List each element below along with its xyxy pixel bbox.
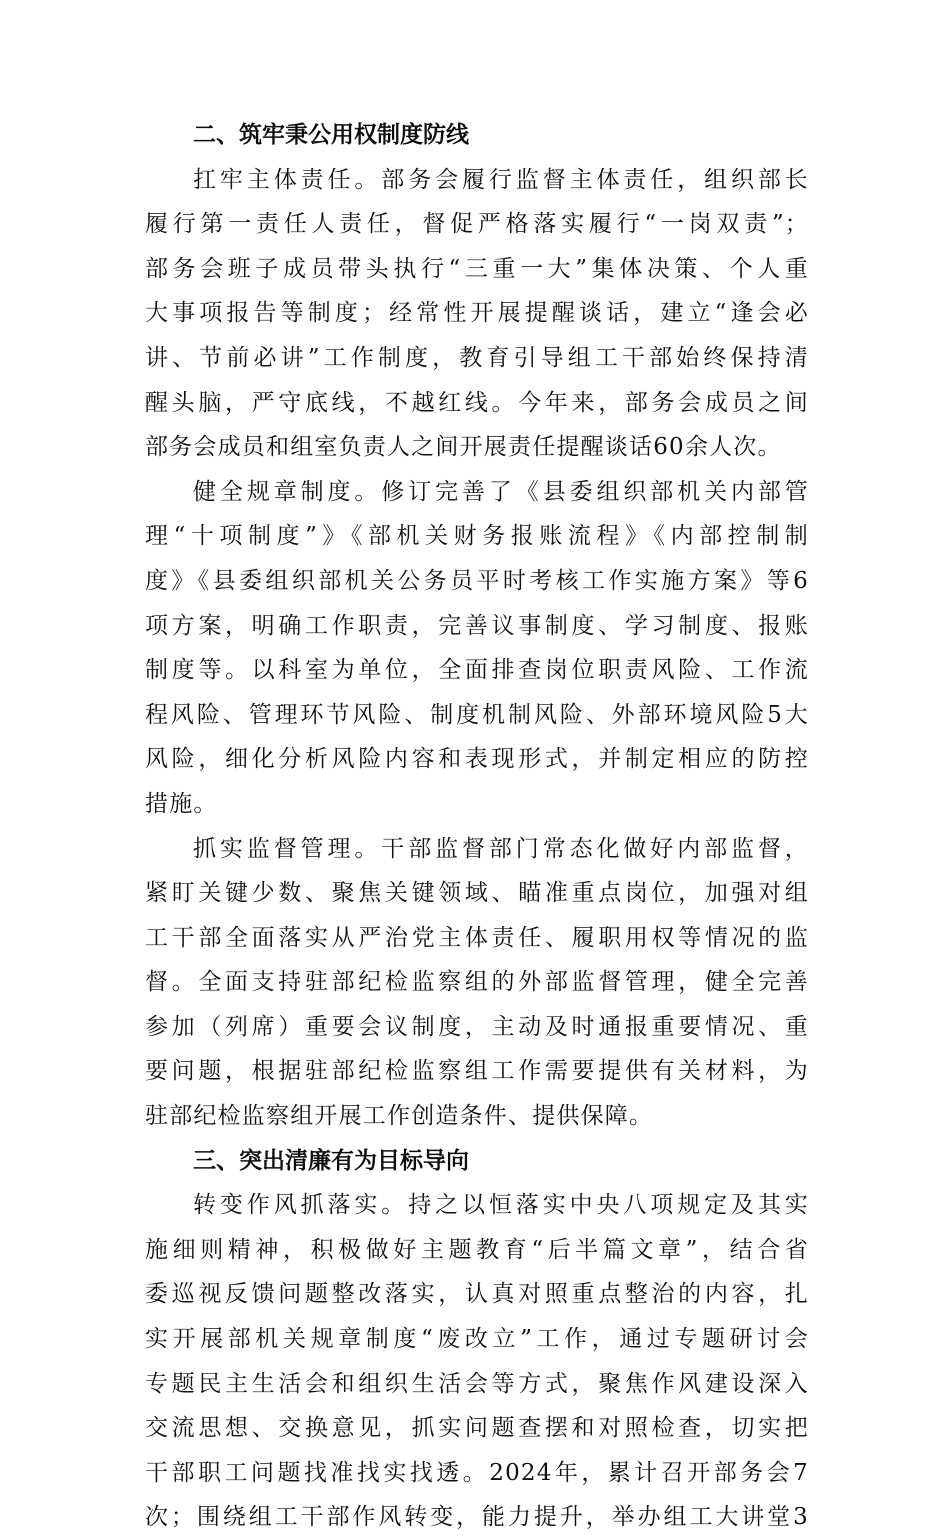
- text-line: 参加（列席）重要会议制度，主动及时通报重要情况、重: [145, 1013, 809, 1040]
- text-line: 部务会班子成员带头执行“三重一大”集体决策、个人重: [145, 255, 809, 282]
- text-line: 部务会成员和组室负责人之间开展责任提醒谈话60余人次。: [145, 434, 782, 461]
- text-line: 措施。: [145, 790, 218, 817]
- text-line: 交流思想、交换意见，抓实问题查摆和对照检查，切实把: [145, 1415, 809, 1442]
- text-line: 健全规章制度。修订完善了《县委组织部机关内部管: [193, 478, 809, 505]
- text-line: 大事项报告等制度；经常性开展提醒谈话，建立“逢会必: [145, 300, 809, 327]
- text-line: 专题民主生活会和组织生活会等方式，聚焦作风建设深入: [145, 1370, 809, 1397]
- text-line: 要问题，根据驻部纪检监察组工作需要提供有关材料，为: [145, 1058, 809, 1085]
- paragraph-supervision: [145, 827, 809, 1139]
- text-line: 转变作风抓落实。持之以恒落实中央八项规定及其实: [193, 1192, 809, 1219]
- text-line: 督。全面支持驻部纪检监察组的外部监督管理，健全完善: [145, 969, 809, 996]
- text-line: 抓实监督管理。干部监督部门常态化做好内部监督，: [193, 835, 809, 862]
- section-heading-2: 二、筑牢秉公用权制度防线: [193, 122, 469, 148]
- paragraph-responsibility: [145, 158, 809, 470]
- text-line: 醒头脑，严守底线，不越红线。今年来，部务会成员之间: [145, 389, 809, 416]
- text-line: 度》《县委组织部机关公务员平时考核工作实施方案》等6: [145, 567, 809, 594]
- paragraph-work-style: [145, 1183, 809, 1540]
- text-line: 履行第一责任人责任，督促严格落实履行“一岗双责”；: [145, 211, 809, 238]
- text-line: 次；围绕组工干部作风转变，能力提升，举办组工大讲堂3: [145, 1504, 809, 1531]
- text-line: 驻部纪检监察组开展工作创造条件、提供保障。: [145, 1103, 654, 1130]
- text-line: 风险，细化分析风险内容和表现形式，并制定相应的防控: [145, 746, 809, 773]
- text-line: 施细则精神，积极做好主题教育“后半篇文章”，结合省: [145, 1236, 809, 1263]
- paragraph-rules: [145, 470, 809, 827]
- text-line: 委巡视反馈问题整改落实，认真对照重点整治的内容，扎: [145, 1281, 809, 1308]
- text-line: 工干部全面落实从严治党主体责任、履职用权等情况的监: [145, 924, 809, 951]
- text-line: 干部职工问题找准找实找透。2024年，累计召开部务会7: [145, 1459, 809, 1486]
- text-line: 项方案，明确工作职责，完善议事制度、学习制度、报账: [145, 612, 809, 639]
- text-line: 紧盯关键少数、聚焦关键领域、瞄准重点岗位，加强对组: [145, 880, 809, 907]
- text-line: 讲、节前必讲”工作制度，教育引导组工干部始终保持清: [145, 344, 809, 371]
- text-line: 实开展部机关规章制度“废改立”工作，通过专题研讨会: [145, 1326, 809, 1353]
- document-page: [145, 113, 809, 1540]
- text-line: 制度等。以科室为单位，全面排查岗位职责风险、工作流: [145, 657, 809, 684]
- text-line: 理“十项制度”》《部机关财务报账流程》《内部控制制: [145, 523, 809, 550]
- section-heading-3: 三、突出清廉有为目标导向: [193, 1147, 469, 1174]
- text-line: 扛牢主体责任。部务会履行监督主体责任，组织部长: [193, 166, 809, 193]
- text-line: 程风险、管理环节风险、制度机制风险、外部环境风险5大: [145, 701, 809, 728]
